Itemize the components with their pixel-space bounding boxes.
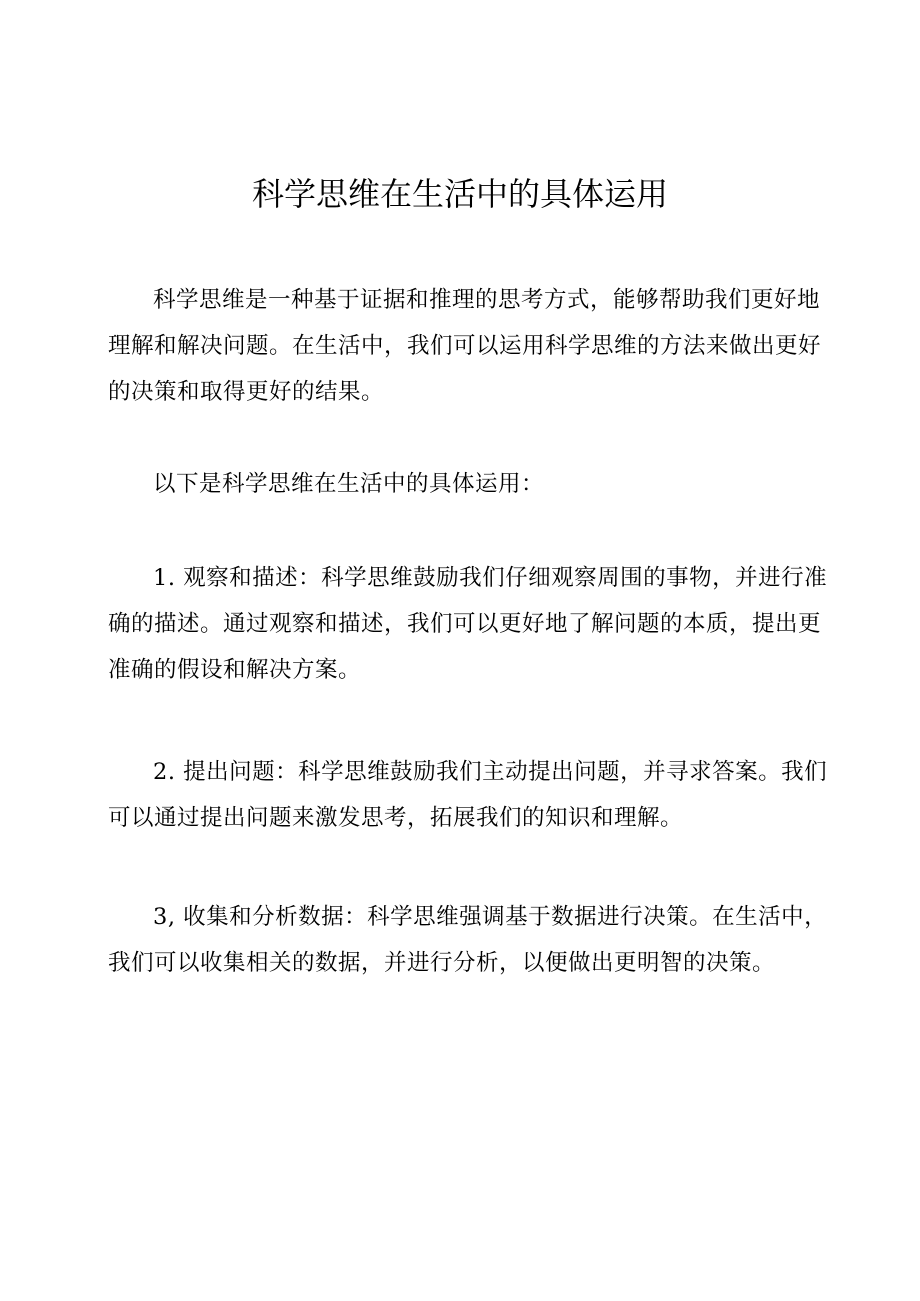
- paragraph-lead: 以下是科学思维在生活中的具体运用：: [153, 471, 545, 497]
- paragraph-item-1: 1. 观察和描述：科学思维鼓励我们仔细观察周围的事物，并进行准确的描述。通过观察和描述，我们可以更好地了解问题的本质，提出更准确的假设和解决方案。: [108, 565, 828, 683]
- document-title: 科学思维在生活中的具体运用: [251, 175, 668, 213]
- paragraph-item-2: 2. 提出问题：科学思维鼓励我们主动提出问题，并寻求答案。我们可以通过提出问题来激发思考，拓展我们的知识和理解。: [108, 759, 828, 831]
- paragraph-intro: 科学思维是一种基于证据和推理的思考方式，能够帮助我们更好地理解和解决问题。在生活中，我们可以运用科学思维的方法来做出更好的决策和取得更好的结果。: [108, 287, 822, 405]
- paragraph-item-3: 3, 收集和分析数据：科学思维强调基于数据进行决策。在生活中，我们可以收集相关的数据，并进行分析，以便做出更明智的决策。: [108, 904, 828, 976]
